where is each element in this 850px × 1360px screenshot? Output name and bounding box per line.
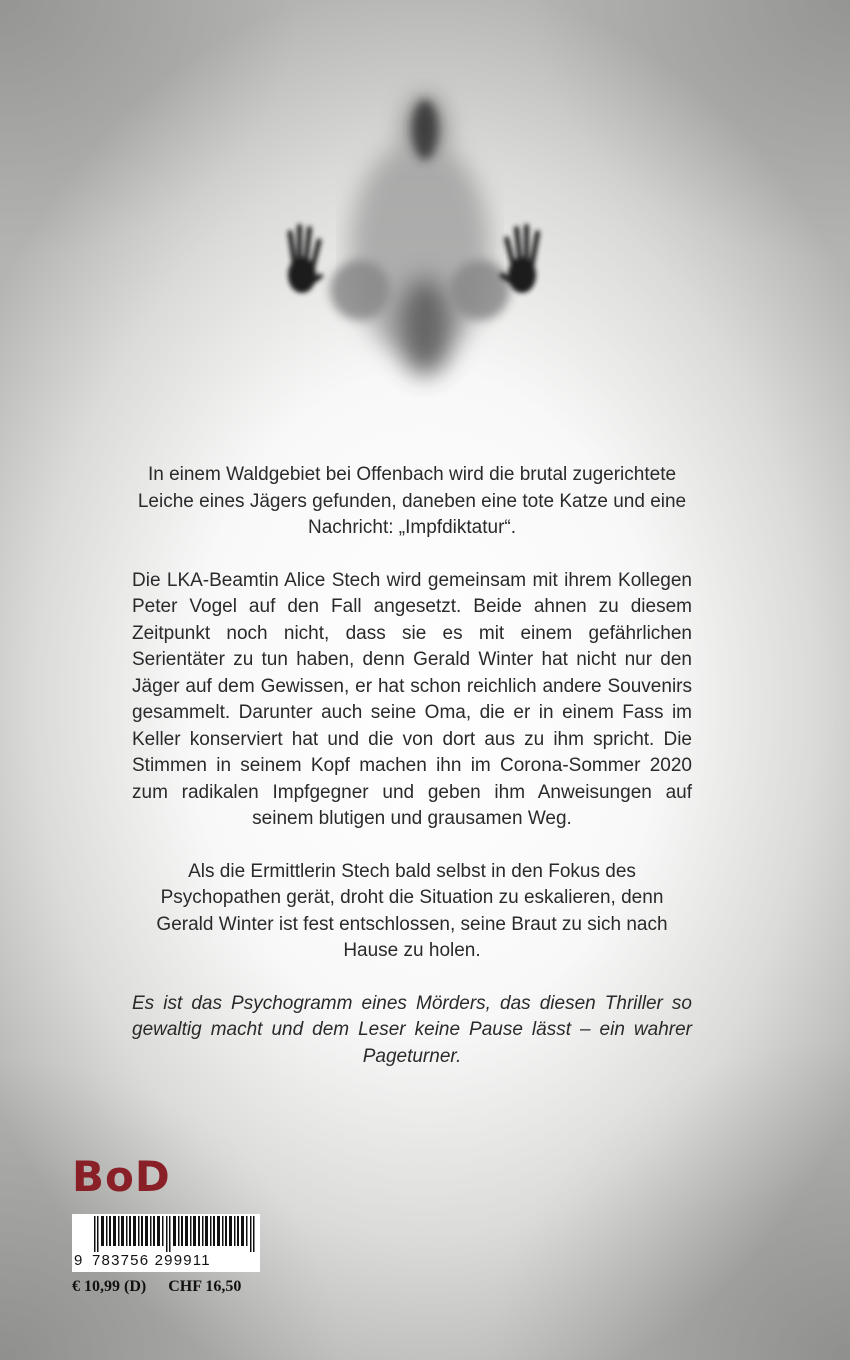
barcode-bars [94,1216,258,1252]
publisher-logo: BoD [72,1152,171,1201]
isbn-prefix-digit: 9 [74,1252,83,1269]
price-germany: € 10,99 (D) [72,1278,147,1295]
blurb-paragraph-2: Die LKA-Beamtin Alice Stech wird gemeinsam mit ihrem Kollegen Peter Vogel auf den Fall angesetzt. Beide ahnen zu diesem Zeitpunkt noch nicht, dass sie es mit einem gefährlichen Serientäter zu tun haben, denn Gerald Winter hat nicht nur den Jäger auf dem Gewissen, er hat schon reichlich andere Souvenirs gesammelt. Darunter auch seine Oma, die er in einem Fass im Keller konserviert hat und die von dort aus zu ihm spricht. Die Stimmen in seinem Kopf machen ihn im Corona-Sommer 2020 zum radikalen Impfgegner und geben ihm Anweisungen auf seinem blutigen und grausamen Weg. [132,569,692,829]
price-switzerland: CHF 16,50 [168,1278,242,1295]
blurb-paragraph-1: In einem Waldgebiet bei Offenbach wird die brutal zugerichtete Leiche eines Jägers gefunden, daneben eine tote Katze und eine Nachricht: „Impfdiktatur“. [137,464,687,538]
blurb-quote: Es ist das Psychogramm eines Mörders, das diesen Thriller so gewaltig macht und dem Leser keine Pause lässt – ein wahrer Pageturner. [132,992,692,1067]
ghost-figure-illustration [230,60,610,420]
price-line [72,1278,263,1296]
isbn-digits: 783756 299911 [92,1252,260,1269]
isbn-barcode [72,1214,260,1272]
blurb-paragraph-3: Als die Ermittlerin Stech bald selbst in den Fokus des Psychopathen gerät, droht die Situation zu eskalieren, denn Gerald Winter ist fest entschlossen, seine Braut zu sich nach Hause zu holen. [156,860,668,961]
blurb [132,462,692,1096]
